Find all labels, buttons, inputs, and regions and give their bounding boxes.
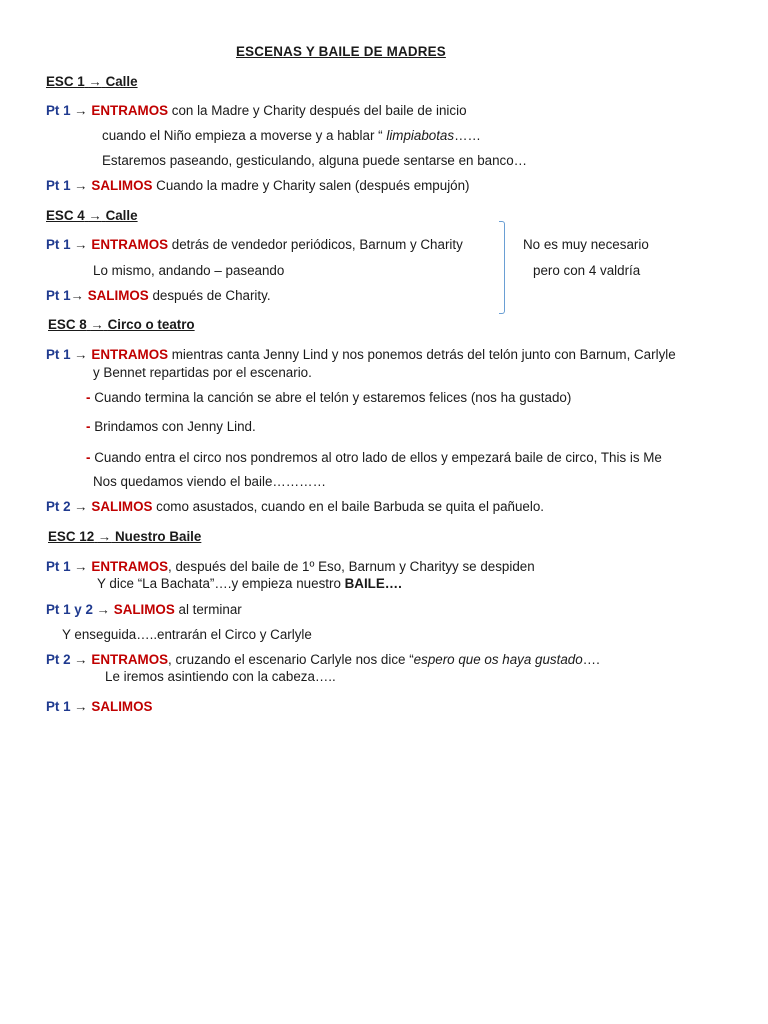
line-text: como asustados, cuando en el baile Barbuda se quita el pañuelo. [152,499,545,514]
group-label: Pt 1 [46,103,71,118]
esc8-bullet-1 [86,390,571,406]
section-location: Nuestro Baile [115,529,202,544]
section-label: ESC 8 [48,317,87,332]
group-label: Pt 1 [46,178,71,193]
esc12-line-1 [46,559,535,575]
line-text: cuando el Niño empieza a moverse y a hablar “ [102,128,387,143]
page-title: ESCENAS Y BAILE DE MADRES [236,44,446,59]
italic-quote: espero que os haya gustado [413,652,583,667]
section-label: ESC 12 [48,529,95,544]
esc8-bullet-2 [86,419,256,435]
line-text: detrás de vendedor periódicos, Barnum y Charity [168,237,463,252]
arrow-icon: → [74,237,88,252]
group-label: Pt 2 [46,652,71,667]
section-location: Calle [105,74,138,89]
action-entramos: ENTRAMOS [91,559,169,574]
esc12-line-2 [97,576,402,592]
line-text: con la Madre y Charity después del baile de inicio [168,103,467,118]
esc4-line-1 [46,237,463,253]
bullet-text: Brindamos con Jenny Lind. [94,419,256,434]
arrow-icon: → [74,652,88,667]
section-location: Calle [105,208,138,223]
bold-text: BAILE…. [344,576,402,591]
action-entramos: ENTRAMOS [91,237,169,252]
action-salimos: SALIMOS [87,288,149,303]
group-label: Pt 1 [46,288,71,303]
bullet-text: Cuando termina la canción se abre el telón y estaremos felices (nos ha gustado) [94,390,572,405]
action-salimos: SALIMOS [91,178,153,193]
arrow-icon: → [74,347,88,362]
esc1-line-1 [46,103,467,119]
group-label: Pt 1 [46,559,71,574]
line-text: Y dice “La Bachata”….y empieza nuestro [97,576,345,591]
section-location: Circo o teatro [107,317,195,332]
arrow-icon: → [74,178,88,193]
action-salimos: SALIMOS [91,699,153,714]
bullet-text: Cuando entra el circo nos pondremos al otro lado de ellos y empezará baile de circo, This is Me [94,450,662,465]
line-text: , cruzando el escenario Carlyle nos dice “ [168,652,414,667]
esc1-line-3: Estaremos paseando, gesticulando, alguna puede sentarse en banco… [102,153,528,168]
esc8-line-3: Nos quedamos viendo el baile………… [93,474,326,489]
arrow-icon: → [90,317,104,332]
italic-quote: limpiabotas [386,128,455,143]
action-entramos: ENTRAMOS [91,103,169,118]
arrow-icon: → [74,103,88,118]
group-label: Pt 1 y 2 [46,602,93,617]
line-text: mientras canta Jenny Lind y nos ponemos detrás del telón junto con Barnum, Carlyle [168,347,676,362]
side-note-1: No es muy necesario [523,237,649,252]
line-text: , después del baile de 1º Eso, Barnum y Charityy se despiden [168,559,535,574]
line-text: al terminar [174,602,242,617]
bracket-divider [499,221,505,314]
line-text: Cuando la madre y Charity salen (después empujón) [152,178,470,193]
line-text-after: …. [582,652,600,667]
section-label: ESC 1 [46,74,85,89]
arrow-icon: → [74,559,88,574]
arrow-icon: → [70,288,84,303]
arrow-icon: → [88,208,102,223]
bullet-dash: - [86,419,91,434]
esc12-line-6: Le iremos asintiendo con la cabeza….. [105,669,336,684]
section-label: ESC 4 [46,208,85,223]
arrow-icon: → [96,602,111,617]
arrow-icon: → [97,529,112,544]
section-header-esc1 [46,74,138,90]
group-label: Pt 1 [46,347,71,362]
arrow-icon: → [74,699,88,714]
esc12-line-3 [46,602,242,618]
esc12-line-5 [46,652,600,668]
section-header-esc12 [48,529,201,545]
group-label: Pt 1 [46,237,71,252]
section-header-esc4 [46,208,138,224]
esc1-line-4 [46,178,470,194]
esc12-line-7 [46,699,152,715]
action-entramos: ENTRAMOS [91,652,169,667]
group-label: Pt 2 [46,499,71,514]
esc4-line-3 [46,288,271,304]
action-salimos: SALIMOS [91,499,153,514]
section-header-esc8 [48,317,195,333]
bullet-dash: - [86,450,91,465]
line-text-after: …… [454,128,481,143]
esc12-line-4: Y enseguida…..entrarán el Circo y Carlyle [62,627,312,642]
esc8-line-1 [46,347,676,363]
arrow-icon: → [88,74,102,89]
side-note-2: pero con 4 valdría [533,263,641,278]
action-entramos: ENTRAMOS [91,347,169,362]
esc4-line-2: Lo mismo, andando – paseando [93,263,285,278]
esc1-line-2 [102,128,481,144]
arrow-icon: → [74,499,88,514]
esc8-line-2: y Bennet repartidas por el escenario. [93,365,312,380]
group-label: Pt 1 [46,699,71,714]
esc8-line-4 [46,499,544,515]
esc8-bullet-3 [86,450,662,466]
bullet-dash: - [86,390,91,405]
action-salimos: SALIMOS [113,602,175,617]
line-text: después de Charity. [152,288,271,303]
